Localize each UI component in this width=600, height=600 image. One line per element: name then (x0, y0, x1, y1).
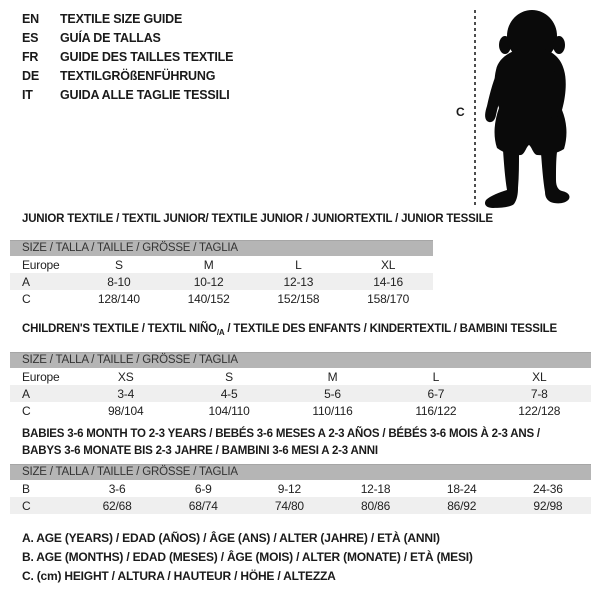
language-row (22, 86, 233, 105)
row-label: Europe (22, 369, 60, 384)
table-cell: 4-5 (220, 386, 238, 401)
table-cell: 18-24 (446, 481, 477, 496)
children-section-title (22, 321, 557, 341)
children-title-pre: CHILDREN'S TEXTILE / TEXTIL NIÑO (22, 323, 217, 335)
note-a: A. AGE (YEARS) / EDAD (AÑOS) / ÂGE (ANS) / ALTER (JAHRE) / ETÀ (ANNI) (22, 531, 440, 545)
row-label: B (22, 481, 30, 496)
language-label: GUIDE DES TAILLES TEXTILE (60, 50, 234, 64)
note-c: C. (cm) HEIGHT / ALTURA / HAUTEUR / HÖHE / ALTEZZA (22, 569, 336, 583)
size-header: SIZE / TALLA / TAILLE / GRÖSSE / TAGLIA (10, 352, 591, 368)
table-cell: 3-4 (117, 386, 135, 401)
junior-section-title: JUNIOR TEXTILE / TEXTIL JUNIOR/ TEXTILE JUNIOR / JUNIORTEXTIL / JUNIOR TESSILE (22, 213, 493, 225)
legend-notes (22, 529, 473, 586)
table-cell: 116/122 (415, 403, 457, 418)
row-label: Europe (22, 257, 60, 272)
table-cell: S (225, 369, 233, 384)
size-header: SIZE / TALLA / TAILLE / GRÖSSE / TAGLIA (10, 240, 433, 256)
table-cell: S (114, 257, 123, 272)
table-cell: 3-6 (108, 481, 126, 496)
table-cell: 110/116 (312, 403, 353, 418)
table-cell: 6-9 (194, 481, 212, 496)
language-code: FR (22, 50, 39, 64)
table-cell: 12-13 (283, 274, 314, 289)
language-row (22, 48, 233, 67)
table-cell: 9-12 (277, 481, 301, 496)
babies-section-title (22, 426, 540, 460)
language-code: ES (22, 31, 39, 45)
table-cell: 8-10 (107, 274, 131, 289)
table-cell: 7-8 (530, 386, 548, 401)
table-row (10, 290, 433, 307)
table-row (10, 497, 591, 514)
table-cell: 80/86 (361, 498, 391, 513)
table-cell: 122/128 (518, 403, 561, 418)
row-label: C (22, 498, 31, 513)
language-label: GUÍA DE TALLAS (60, 31, 161, 45)
table-cell: 104/110 (208, 403, 250, 418)
table-cell: 86/92 (447, 498, 477, 513)
table-row (10, 368, 591, 385)
row-label: C (22, 291, 31, 306)
table-cell: 5-6 (324, 386, 341, 401)
table-cell: 140/152 (187, 291, 230, 306)
table-row (10, 385, 591, 402)
table-cell: 68/74 (188, 498, 218, 513)
table-cell: 128/140 (97, 291, 140, 306)
table-row (10, 402, 591, 419)
children-title-sub: /A (216, 328, 225, 337)
language-code: IT (22, 88, 33, 102)
baby-silhouette-icon (455, 0, 600, 215)
table-cell: 74/80 (274, 498, 304, 513)
row-label: A (22, 274, 30, 289)
table-cell: 14-16 (373, 274, 403, 289)
height-measure-label: C (456, 105, 465, 119)
size-header: SIZE / TALLA / TAILLE / GRÖSSE / TAGLIA (10, 464, 591, 480)
table-cell: XS (117, 369, 134, 384)
language-label: TEXTILE SIZE GUIDE (60, 12, 183, 26)
table-cell: L (432, 369, 440, 384)
language-label: TEXTILGRÖßENFÜHRUNG (60, 69, 216, 83)
table-cell: M (203, 257, 214, 272)
table-cell: 62/68 (102, 498, 132, 513)
children-title-post: / TEXTILE DES ENFANTS / KINDERTEXTIL / BAMBINI TESSILE (224, 323, 557, 335)
table-cell: L (295, 257, 302, 272)
table-cell: 6-7 (427, 386, 445, 401)
language-label: GUIDA ALLE TAGLIE TESSILI (60, 88, 230, 102)
table-cell: 98/104 (107, 403, 144, 418)
language-list (22, 10, 233, 105)
babies-title-line1: BABIES 3-6 MONTH TO 2-3 YEARS / BEBÉS 3-6 MESES A 2-3 AÑOS / BÉBÉS 3-6 MOIS À 2-3 ANS / (22, 428, 540, 440)
table-cell: 12-18 (360, 481, 391, 496)
table-row (10, 480, 591, 497)
table-row (10, 273, 433, 290)
language-row (22, 10, 233, 29)
babies-table (10, 464, 591, 514)
row-label: C (22, 403, 31, 418)
table-cell: M (327, 369, 338, 384)
table-cell: 152/158 (277, 291, 320, 306)
language-row (22, 67, 233, 86)
table-row (10, 256, 433, 273)
children-table (10, 352, 591, 419)
junior-table (10, 240, 433, 307)
table-cell: 24-36 (533, 481, 563, 496)
table-cell: 158/170 (367, 291, 410, 306)
language-code: DE (22, 69, 39, 83)
table-cell: 92/98 (533, 498, 563, 513)
table-cell: XL (532, 369, 547, 384)
babies-title-line2: BABYS 3-6 MONATE BIS 2-3 JAHRE / BAMBINI 3-6 MESI A 2-3 ANNI (22, 445, 378, 457)
row-label: A (22, 386, 30, 401)
table-cell: XL (380, 257, 396, 272)
table-cell: 10-12 (193, 274, 224, 289)
note-b: B. AGE (MONTHS) / EDAD (MESES) / ÂGE (MOIS) / ALTER (MONATE) / ETÀ (MESI) (22, 550, 473, 564)
language-row (22, 29, 233, 48)
language-code: EN (22, 12, 39, 26)
